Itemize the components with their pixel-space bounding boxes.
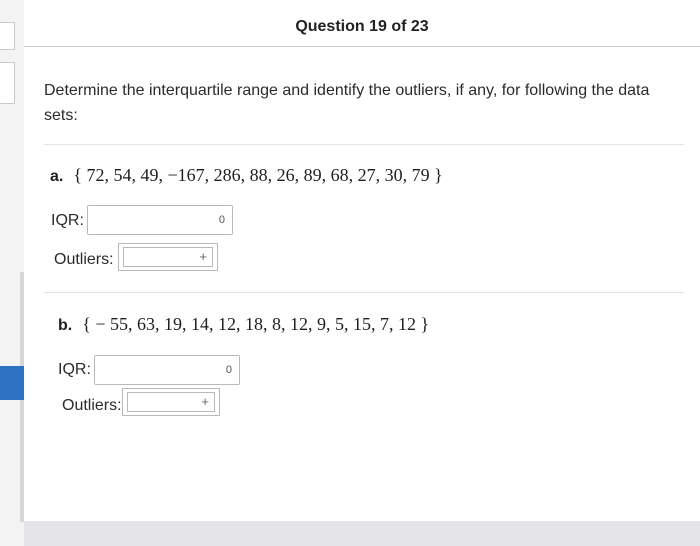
part-b-outliers-input[interactable]	[122, 388, 220, 416]
left-tab-top[interactable]	[0, 22, 15, 50]
divider	[44, 292, 684, 293]
part-a-outliers-label: Outliers:	[54, 251, 114, 268]
part-a-iqr-input[interactable]	[87, 205, 233, 235]
part-a-letter: a.	[50, 168, 64, 185]
bottom-bar	[24, 521, 700, 546]
left-tab-second[interactable]	[0, 62, 15, 104]
part-b-set	[58, 314, 429, 335]
part-b-iqr-label: IQR:	[58, 361, 91, 378]
question-prompt: Determine the interquartile range and identify the outliers, if any, for following the data sets:	[44, 82, 650, 124]
part-b-outliers-entry[interactable]	[127, 392, 215, 412]
part-a-iqr-value: 0	[218, 214, 225, 226]
part-b-data: { − 55, 63, 19, 14, 12, 18, 8, 12, 9, 5, 15, 7, 12 }	[82, 314, 430, 334]
part-b-letter: b.	[58, 317, 73, 334]
part-a-outliers-entry[interactable]	[123, 247, 213, 267]
part-a-set	[50, 165, 443, 186]
plus-icon[interactable]: +	[201, 394, 209, 409]
question-header	[24, 0, 700, 47]
divider	[44, 144, 684, 145]
part-a-iqr-label: IQR:	[51, 212, 84, 229]
part-b-outliers-label: Outliers:	[62, 397, 122, 414]
part-b-iqr-input[interactable]	[94, 355, 240, 385]
part-a-outliers-input[interactable]	[118, 243, 218, 271]
plus-icon[interactable]: +	[199, 249, 207, 264]
question-panel	[24, 0, 700, 546]
part-a-data: { 72, 54, 49, −167, 286, 88, 26, 89, 68, 27, 30, 79 }	[73, 165, 443, 185]
left-active-marker[interactable]	[0, 366, 24, 400]
question-number: Question 19 of 23	[295, 18, 429, 35]
part-b-iqr-value: 0	[225, 364, 232, 376]
